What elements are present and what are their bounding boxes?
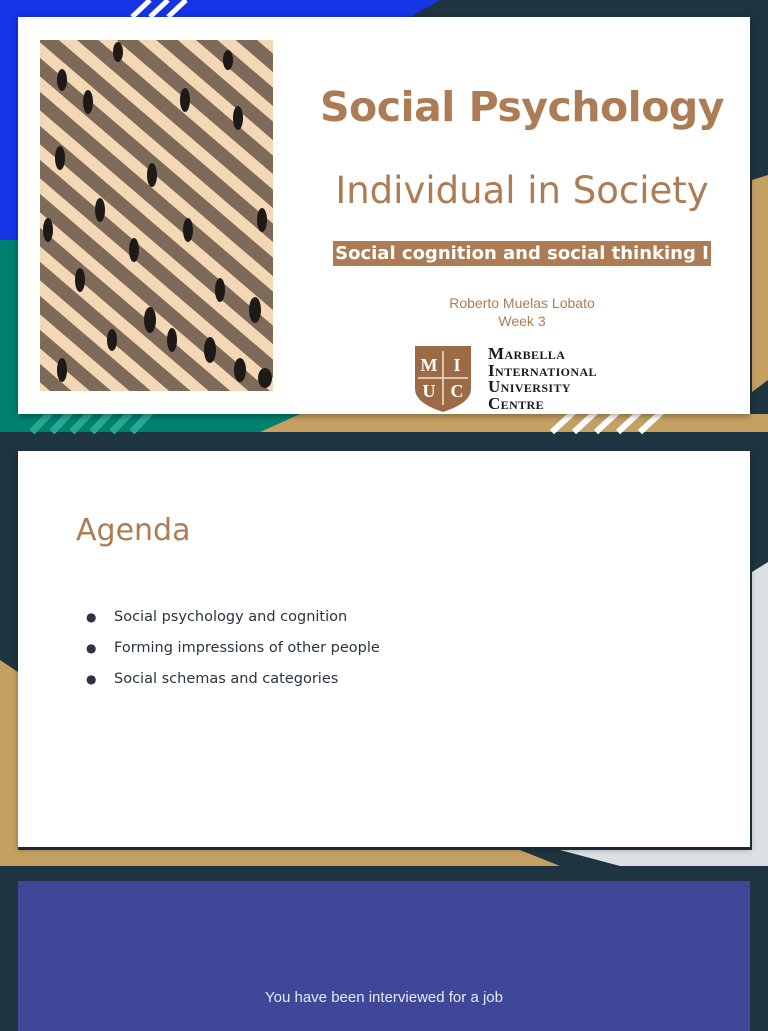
- crosswalk-photo: [40, 40, 273, 391]
- agenda-item-text: Social schemas and categories: [114, 671, 339, 687]
- university-name: [488, 346, 597, 412]
- agenda-item-text: Forming impressions of other people: [114, 640, 380, 656]
- miuc-logo: [414, 345, 644, 413]
- agenda-item: [82, 668, 380, 699]
- university-crest-icon: [414, 345, 472, 413]
- presentation-title: Social Psychology: [320, 83, 724, 131]
- agenda-item-text: Social psychology and cognition: [114, 609, 348, 625]
- crest-letter: M: [420, 355, 438, 375]
- agenda-list: [82, 606, 380, 699]
- bullet-icon: ●: [86, 672, 97, 686]
- university-name-line: University: [488, 377, 571, 396]
- session-topic-label: Social cognition and social thinking I: [335, 243, 709, 264]
- agenda-item: [82, 606, 380, 637]
- crest-letter: I: [453, 355, 461, 375]
- author-name: Roberto Muelas Lobato: [449, 295, 595, 311]
- agenda-item: [82, 637, 380, 668]
- title-slide[interactable]: [18, 17, 750, 414]
- bullet-icon: ●: [86, 641, 97, 655]
- university-name-line: Centre: [488, 393, 545, 413]
- university-name-line: International: [488, 360, 597, 380]
- crest-letter: C: [450, 381, 464, 401]
- crest-letter: U: [422, 381, 436, 401]
- presentation-subtitle: Individual in Society: [335, 169, 709, 212]
- university-name-line: Marbella: [488, 344, 566, 363]
- bullet-icon: ●: [86, 610, 97, 624]
- agenda-slide[interactable]: [18, 451, 750, 847]
- agenda-title: Agenda: [76, 513, 191, 548]
- session-topic: [308, 241, 736, 266]
- slide-prompt-text: You have been interviewed for a job: [265, 989, 503, 1006]
- week-label: Week 3: [498, 313, 546, 329]
- question-slide[interactable]: [18, 881, 750, 1031]
